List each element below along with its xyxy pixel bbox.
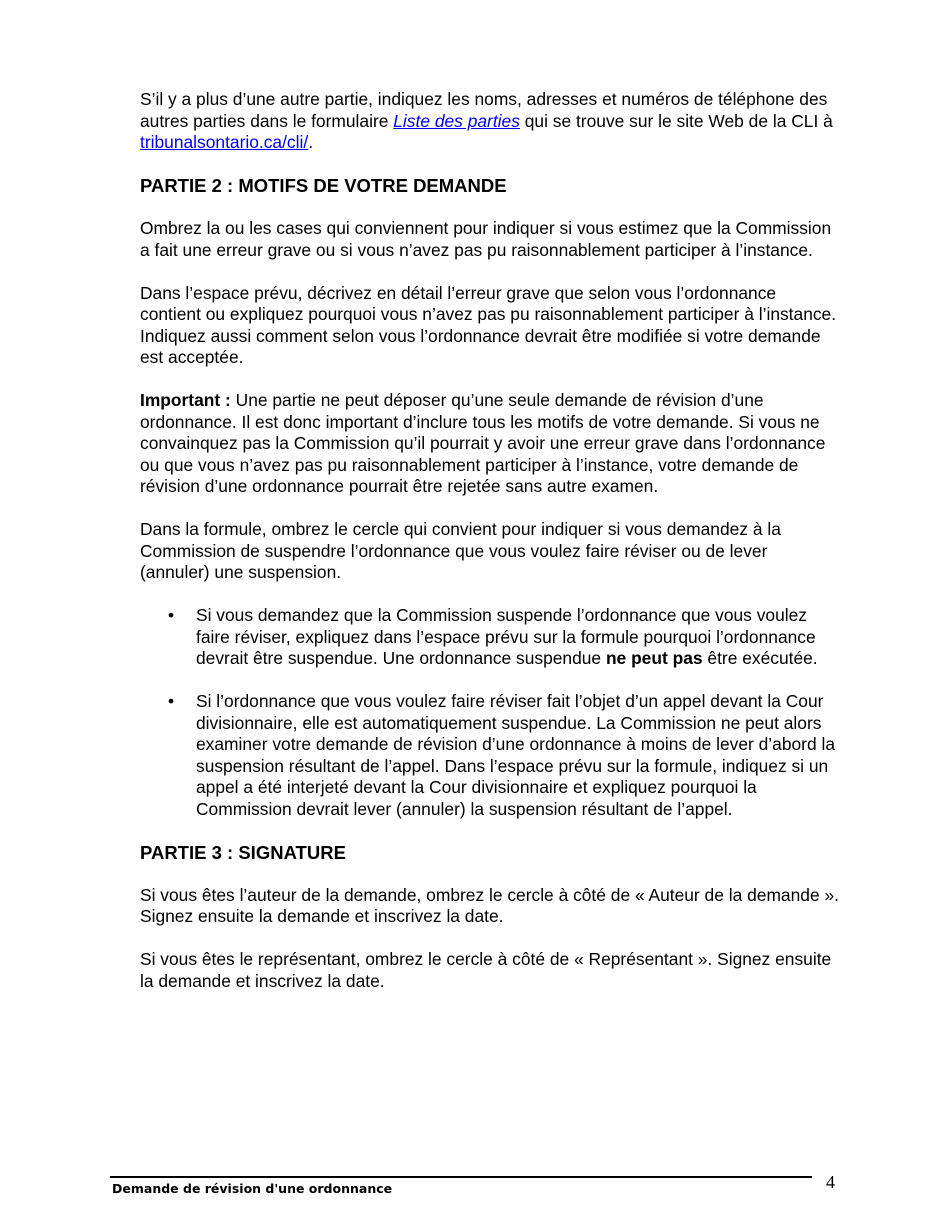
- part3-paragraph-2: Si vous êtes le représentant, ombrez le cercle à côté de « Représentant ». Signez ensuite la demande et inscrivez la date.: [140, 949, 832, 991]
- part2-paragraph-2: Dans l’espace prévu, décrivez en détail l’erreur grave que selon vous l’ordonnance contient ou expliquez pourquoi vous n’avez pas pu raisonnablement participer à l’instance. Indiquez aussi comment selon vous l’ordonnance devrait être modifiée si votre demande est acceptée.: [140, 282, 837, 367]
- bullet-item-suspend: [140, 605, 840, 670]
- bullet-list: [140, 605, 840, 820]
- part2-heading: PARTIE 2 : MOTIFS DE VOTRE DEMANDE: [140, 175, 507, 196]
- intro-paragraph: [140, 89, 840, 154]
- important-paragraph: [140, 390, 840, 498]
- part3-paragraph-1: Si vous êtes l’auteur de la demande, ombrez le cercle à côté de « Auteur de la demande ». Signez ensuite la demande et inscrivez la date.: [140, 884, 839, 926]
- bullet-icon: •: [168, 605, 175, 625]
- tribunal-website-link[interactable]: tribunalsontario.ca/cli/: [140, 132, 309, 152]
- part2-paragraph-4: Dans la formule, ombrez le cercle qui convient pour indiquer si vous demandez à la Commission de suspendre l’ordonnance que vous voulez faire réviser ou de lever (annuler) une suspension.: [140, 519, 781, 582]
- bullet-item-appeal: [140, 691, 840, 820]
- footer-document-title: Demande de révision d'une ordonnance: [112, 1181, 393, 1196]
- important-label: Important :: [140, 390, 231, 410]
- bullet-icon: •: [168, 691, 175, 711]
- part2-paragraph-1: Ombrez la ou les cases qui conviennent pour indiquer si vous estimez que la Commission a fait une erreur grave ou si vous n’avez pas pu raisonnablement participer à l’instance.: [140, 218, 832, 260]
- bullet1-text-before: Si vous demandez que la Commission suspende l’ordonnance que vous voulez faire réviser, expliquez dans l’espace prévu sur la formule pourquoi l’ordonnance devrait être suspendue. Une ordonnance suspendue: [196, 605, 816, 668]
- footer-divider: [110, 1176, 812, 1178]
- bullet1-text-after: être exécutée.: [702, 648, 818, 668]
- intro-text-between: qui se trouve sur le site Web de la CLI à: [519, 110, 833, 131]
- intro-text-before: S’il y a plus d’une autre partie, indiquez les noms, adresses et numéros de téléphone des autres parties dans le formulaire: [140, 89, 828, 131]
- part3-heading: PARTIE 3 : SIGNATURE: [140, 841, 346, 863]
- liste-des-parties-link[interactable]: Liste des parties: [393, 110, 520, 131]
- page-number: 4: [826, 1172, 835, 1192]
- intro-text-after: .: [308, 132, 314, 152]
- document-body: [140, 89, 840, 1014]
- important-text: Une partie ne peut déposer qu’une seule demande de révision d’une ordonnance. Il est donc important d’inclure tous les motifs de votre demande. Si vous ne convainquez pas la Commission qu’il pourrait y avoir une erreur grave dans l’ordonnance ou que vous n’avez pas pu raisonnablement participer à l’instance, votre demande de révision d’une ordonnance pourrait être rejetée sans autre examen.: [140, 390, 826, 496]
- bullet1-bold-text: ne peut pas: [605, 648, 703, 668]
- bullet2-text: Si l’ordonnance que vous voulez faire réviser fait l’objet d’un appel devant la Cour divisionnaire, elle est automatiquement suspendue. La Commission ne peut alors examiner votre demande de révision d’une ordonnance à moins de lever d’abord la suspension résultant de l’appel. Dans l’espace prévu sur la formule, indiquez si un appel a été interjeté devant la Cour divisionnaire et expliquez pourquoi la Commission devrait lever (annuler) la suspension résultant de l’appel.: [196, 691, 836, 819]
